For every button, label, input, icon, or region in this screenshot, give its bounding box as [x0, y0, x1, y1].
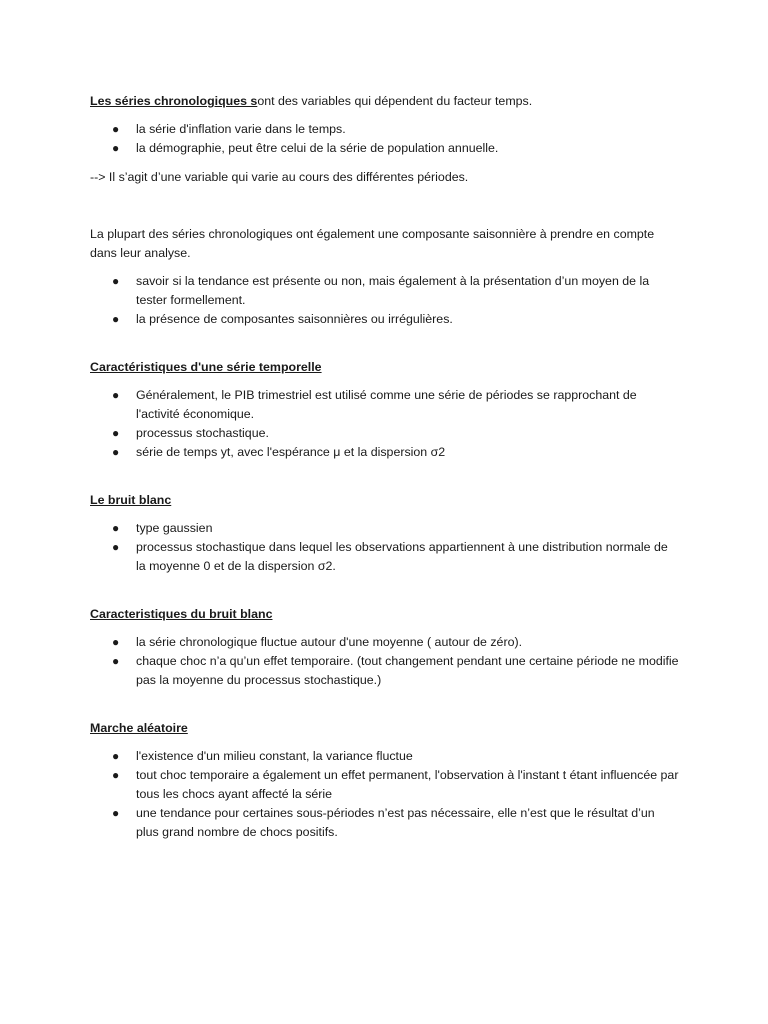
marche-list	[90, 747, 680, 842]
list-item: ● processus stochastique dans lequel les observations appartiennent à une distribution normale de la moyenne 0 et de la dispersion σ2.	[112, 540, 668, 573]
section-heading: Caracteristiques du bruit blanc	[90, 607, 273, 621]
list-item: ● la démographie, peut être celui de la série de population annuelle.	[112, 141, 499, 155]
intro-paragraph	[90, 92, 680, 111]
document-page	[90, 92, 680, 842]
list-item: ● chaque choc n’a qu’un effet temporaire. (tout changement pendant une certaine période ne modifie pas la moyenne du processus stochastique.)	[112, 654, 679, 687]
intro-rest: ont des variables qui dépendent du facteur temps.	[257, 94, 533, 108]
caract-serie-list	[90, 386, 680, 462]
list-item: ● la série chronologique fluctue autour d'une moyenne ( autour de zéro).	[112, 635, 523, 649]
list-item: ● Généralement, le PIB trimestriel est utilisé comme une série de périodes se rapprochant de l'activité économique.	[112, 388, 637, 421]
section-heading: Caractéristiques d'une série temporelle	[90, 360, 322, 374]
list-item: ● processus stochastique.	[112, 426, 269, 440]
caract-bruit-list	[90, 633, 680, 690]
list-item: ● la série d'inflation varie dans le temps.	[112, 122, 346, 136]
list-item: ● une tendance pour certaines sous-périodes n’est pas nécessaire, elle n’est que le résultat d’un plus grand nombre de chocs positifs.	[112, 806, 655, 839]
list-item: ● l'existence d'un milieu constant, la variance fluctue	[112, 749, 413, 763]
bruit-blanc-list	[90, 519, 680, 576]
saison-paragraph: La plupart des séries chronologiques ont également une composante saisonnière à prendre en compte dans leur analyse.	[90, 227, 655, 260]
section-heading: Le bruit blanc	[90, 493, 172, 507]
list-item: ● tout choc temporaire a également un effet permanent, l'observation à l'instant t étant influencée par tous les chocs ayant affecté la série	[112, 768, 679, 801]
list-item: ● la présence de composantes saisonnières ou irrégulières.	[112, 312, 453, 326]
saison-list	[90, 272, 680, 329]
list-item: ● type gaussien	[112, 521, 213, 535]
list-item: ● série de temps yt, avec l'espérance μ et la dispersion σ2	[112, 445, 446, 459]
intro-list	[90, 120, 680, 158]
section-heading: Marche aléatoire	[90, 721, 188, 735]
list-item: ● savoir si la tendance est présente ou non, mais également à la présentation d’un moyen de la tester formellement.	[112, 274, 650, 307]
arrow-line: --> Il s’agit d’une variable qui varie au cours des différentes périodes.	[90, 170, 469, 184]
intro-title: Les séries chronologiques s	[90, 94, 258, 108]
